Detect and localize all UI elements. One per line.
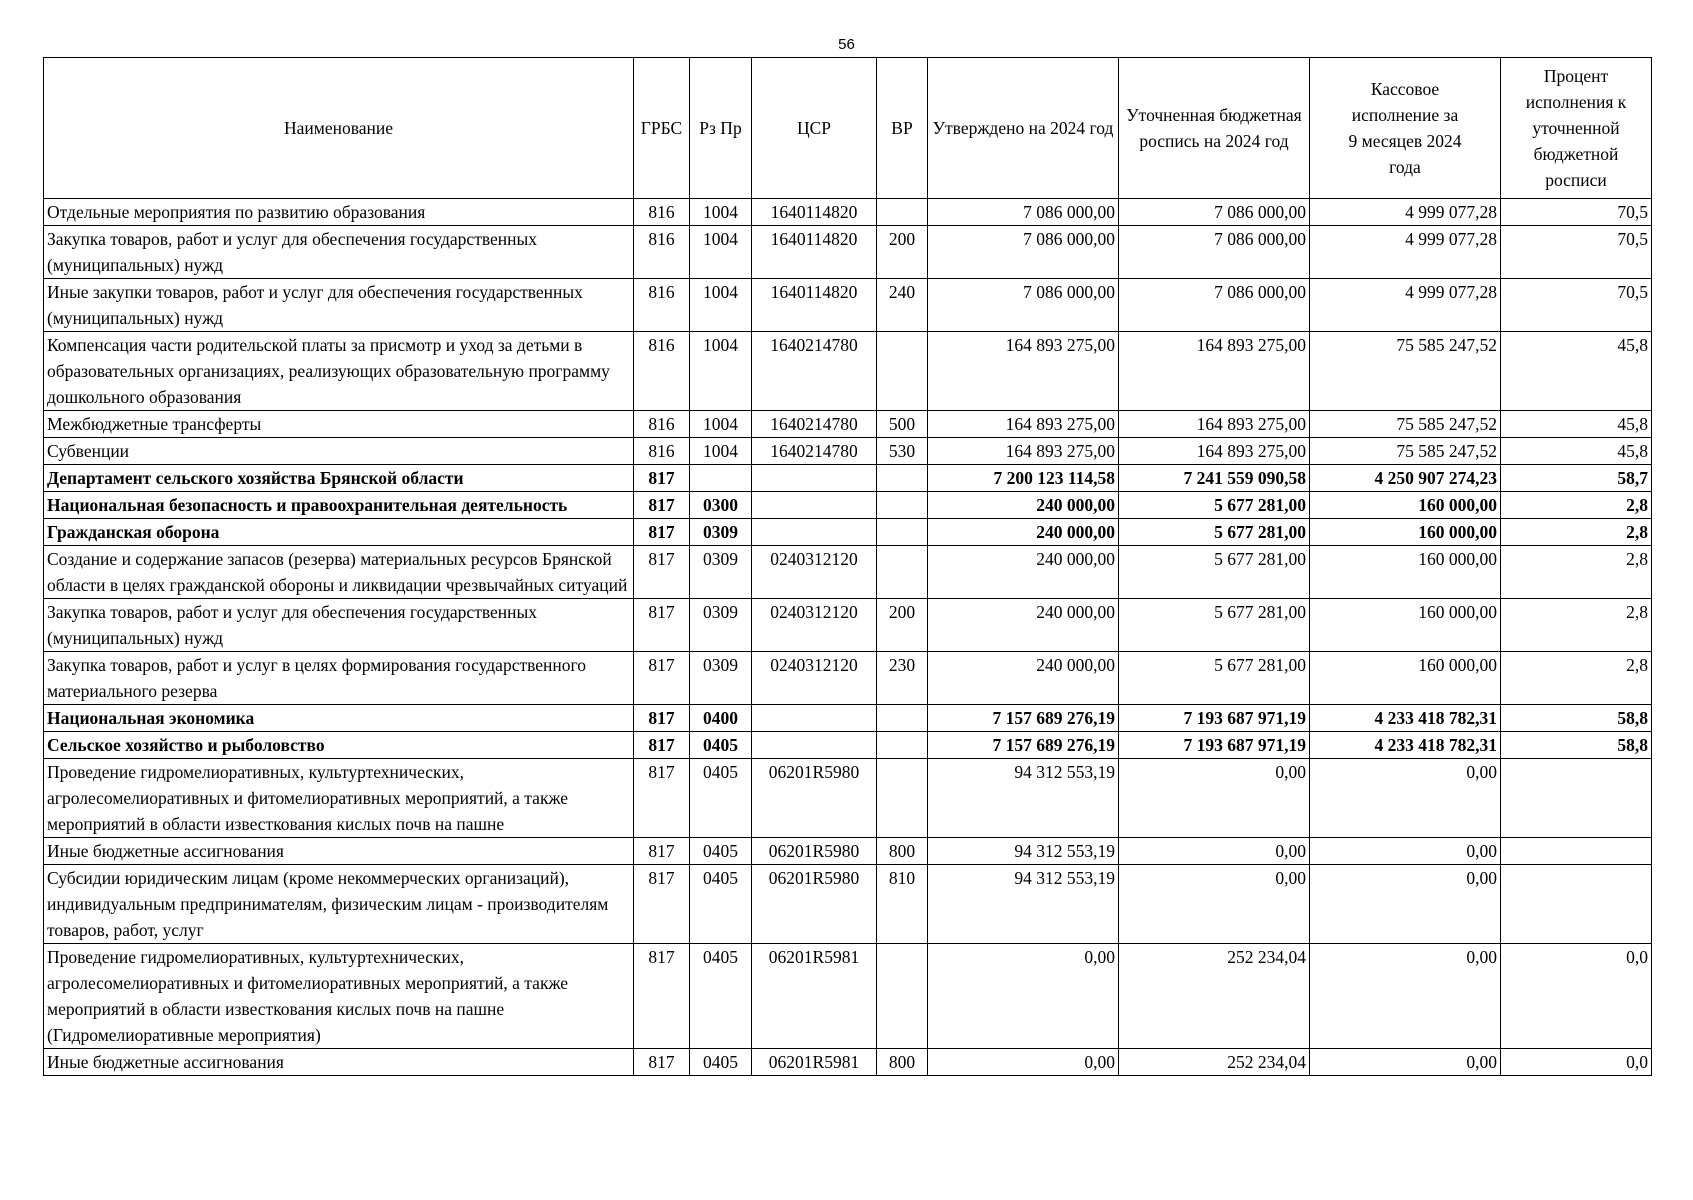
cell-percent: 2,8 (1501, 652, 1652, 705)
cell-approved: 94 312 553,19 (928, 759, 1119, 838)
cell-rzpr: 0300 (690, 492, 752, 519)
cell-executed: 0,00 (1310, 865, 1501, 944)
cell-approved: 240 000,00 (928, 546, 1119, 599)
cell-csr: 0240312120 (752, 599, 877, 652)
cell-grbs: 817 (634, 652, 690, 705)
cell-csr (752, 519, 877, 546)
header-percent: Процент исполнения к уточненной бюджетной росписи (1501, 58, 1652, 199)
cell-percent: 2,8 (1501, 519, 1652, 546)
cell-name: Создание и содержание запасов (резерва) материальных ресурсов Брянской области в целях гражданской обороны и ликвидации чрезвычайных ситуаций (44, 546, 634, 599)
cell-csr: 06201R5980 (752, 865, 877, 944)
cell-percent: 45,8 (1501, 411, 1652, 438)
cell-name: Закупка товаров, работ и услуг для обеспечения государственных (муниципальных) нужд (44, 599, 634, 652)
cell-refined: 5 677 281,00 (1119, 599, 1310, 652)
cell-rzpr: 0405 (690, 838, 752, 865)
cell-percent: 0,0 (1501, 944, 1652, 1049)
cell-rzpr: 0405 (690, 759, 752, 838)
cell-grbs: 816 (634, 411, 690, 438)
cell-refined: 7 086 000,00 (1119, 226, 1310, 279)
table-body (44, 199, 1652, 1076)
cell-vr (877, 519, 928, 546)
table-row (44, 944, 1652, 1049)
cell-vr: 500 (877, 411, 928, 438)
cell-name: Департамент сельского хозяйства Брянской области (44, 465, 634, 492)
cell-rzpr: 1004 (690, 226, 752, 279)
cell-csr: 1640114820 (752, 199, 877, 226)
cell-executed: 0,00 (1310, 759, 1501, 838)
cell-csr: 1640114820 (752, 226, 877, 279)
cell-grbs: 817 (634, 465, 690, 492)
cell-csr (752, 465, 877, 492)
header-vr: ВР (877, 58, 928, 199)
cell-executed: 160 000,00 (1310, 492, 1501, 519)
cell-approved: 7 086 000,00 (928, 279, 1119, 332)
cell-grbs: 816 (634, 199, 690, 226)
table-row (44, 465, 1652, 492)
cell-refined: 0,00 (1119, 759, 1310, 838)
cell-rzpr: 0400 (690, 705, 752, 732)
cell-executed: 160 000,00 (1310, 599, 1501, 652)
cell-approved: 7 200 123 114,58 (928, 465, 1119, 492)
cell-grbs: 816 (634, 332, 690, 411)
cell-refined: 7 193 687 971,19 (1119, 732, 1310, 759)
cell-csr: 0240312120 (752, 546, 877, 599)
cell-name: Проведение гидромелиоративных, культуртехнических, агролесомелиоративных и фитомелиоративных мероприятий, а также мероприятий в области известкования кислых почв на пашне (44, 759, 634, 838)
cell-name: Субсидии юридическим лицам (кроме некоммерческих организаций), индивидуальным предпринимателям, физическим лицам - производителям товаров, работ, услуг (44, 865, 634, 944)
cell-approved: 240 000,00 (928, 599, 1119, 652)
cell-refined: 7 086 000,00 (1119, 279, 1310, 332)
cell-percent: 70,5 (1501, 279, 1652, 332)
cell-executed: 4 233 418 782,31 (1310, 705, 1501, 732)
header-rzpr: Рз Пр (690, 58, 752, 199)
cell-approved: 240 000,00 (928, 492, 1119, 519)
cell-name: Национальная безопасность и правоохранительная деятельность (44, 492, 634, 519)
table-header-row (44, 58, 1652, 199)
cell-refined: 5 677 281,00 (1119, 546, 1310, 599)
cell-vr: 530 (877, 438, 928, 465)
cell-approved: 0,00 (928, 1049, 1119, 1076)
cell-csr (752, 705, 877, 732)
cell-name: Отдельные мероприятия по развитию образования (44, 199, 634, 226)
cell-name: Сельское хозяйство и рыболовство (44, 732, 634, 759)
cell-csr: 0240312120 (752, 652, 877, 705)
cell-grbs: 817 (634, 1049, 690, 1076)
cell-grbs: 817 (634, 865, 690, 944)
cell-vr: 200 (877, 599, 928, 652)
cell-grbs: 816 (634, 226, 690, 279)
cell-grbs: 817 (634, 519, 690, 546)
cell-refined: 0,00 (1119, 865, 1310, 944)
table-row (44, 838, 1652, 865)
cell-rzpr: 1004 (690, 438, 752, 465)
cell-approved: 94 312 553,19 (928, 838, 1119, 865)
cell-refined: 252 234,04 (1119, 1049, 1310, 1076)
table-row (44, 865, 1652, 944)
cell-percent (1501, 838, 1652, 865)
header-approved: Утверждено на 2024 год (928, 58, 1119, 199)
cell-name: Гражданская оборона (44, 519, 634, 546)
header-name: Наименование (44, 58, 634, 199)
table-row (44, 226, 1652, 279)
cell-rzpr: 0309 (690, 652, 752, 705)
header-executed: Кассовое исполнение за 9 месяцев 2024 года (1310, 58, 1501, 199)
cell-executed: 75 585 247,52 (1310, 411, 1501, 438)
cell-rzpr: 1004 (690, 199, 752, 226)
cell-csr: 1640214780 (752, 438, 877, 465)
cell-name: Иные бюджетные ассигнования (44, 1049, 634, 1076)
budget-table (43, 57, 1652, 1076)
cell-approved: 164 893 275,00 (928, 438, 1119, 465)
cell-rzpr: 0309 (690, 599, 752, 652)
cell-executed: 75 585 247,52 (1310, 438, 1501, 465)
cell-vr: 800 (877, 1049, 928, 1076)
cell-executed: 4 999 077,28 (1310, 279, 1501, 332)
cell-executed: 160 000,00 (1310, 652, 1501, 705)
cell-approved: 164 893 275,00 (928, 332, 1119, 411)
cell-vr: 800 (877, 838, 928, 865)
table-row (44, 438, 1652, 465)
cell-csr: 06201R5981 (752, 1049, 877, 1076)
cell-percent: 58,8 (1501, 705, 1652, 732)
cell-refined: 5 677 281,00 (1119, 519, 1310, 546)
cell-approved: 240 000,00 (928, 519, 1119, 546)
cell-refined: 5 677 281,00 (1119, 492, 1310, 519)
cell-csr (752, 492, 877, 519)
cell-grbs: 816 (634, 438, 690, 465)
cell-approved: 7 086 000,00 (928, 199, 1119, 226)
cell-percent (1501, 759, 1652, 838)
cell-refined: 7 193 687 971,19 (1119, 705, 1310, 732)
cell-csr (752, 732, 877, 759)
cell-percent: 58,7 (1501, 465, 1652, 492)
table-row (44, 492, 1652, 519)
cell-percent: 70,5 (1501, 226, 1652, 279)
cell-percent: 58,8 (1501, 732, 1652, 759)
cell-name: Субвенции (44, 438, 634, 465)
cell-grbs: 817 (634, 759, 690, 838)
cell-grbs: 816 (634, 279, 690, 332)
cell-executed: 75 585 247,52 (1310, 332, 1501, 411)
cell-vr: 240 (877, 279, 928, 332)
cell-grbs: 817 (634, 838, 690, 865)
cell-refined: 164 893 275,00 (1119, 438, 1310, 465)
cell-percent: 0,0 (1501, 1049, 1652, 1076)
cell-percent: 70,5 (1501, 199, 1652, 226)
cell-rzpr: 0309 (690, 546, 752, 599)
cell-name: Национальная экономика (44, 705, 634, 732)
cell-executed: 4 250 907 274,23 (1310, 465, 1501, 492)
cell-approved: 0,00 (928, 944, 1119, 1049)
table-row (44, 652, 1652, 705)
cell-vr (877, 546, 928, 599)
cell-executed: 4 999 077,28 (1310, 199, 1501, 226)
cell-executed: 0,00 (1310, 1049, 1501, 1076)
cell-name: Проведение гидромелиоративных, культуртехнических, агролесомелиоративных и фитомелиоративных мероприятий, а также мероприятий в области известкования кислых почв на пашне (Гидромелиоративные мероприятия) (44, 944, 634, 1049)
table-row (44, 279, 1652, 332)
table-row (44, 759, 1652, 838)
cell-grbs: 817 (634, 492, 690, 519)
cell-grbs: 817 (634, 599, 690, 652)
table-row (44, 732, 1652, 759)
cell-refined: 252 234,04 (1119, 944, 1310, 1049)
cell-rzpr: 1004 (690, 279, 752, 332)
cell-rzpr: 0405 (690, 732, 752, 759)
table-row (44, 411, 1652, 438)
cell-executed: 160 000,00 (1310, 519, 1501, 546)
cell-rzpr: 0405 (690, 865, 752, 944)
cell-grbs: 817 (634, 732, 690, 759)
cell-percent: 2,8 (1501, 599, 1652, 652)
cell-vr: 200 (877, 226, 928, 279)
cell-csr: 06201R5980 (752, 838, 877, 865)
cell-executed: 160 000,00 (1310, 546, 1501, 599)
cell-name: Иные закупки товаров, работ и услуг для обеспечения государственных (муниципальных) нужд (44, 279, 634, 332)
cell-vr: 810 (877, 865, 928, 944)
cell-name: Межбюджетные трансферты (44, 411, 634, 438)
cell-executed: 0,00 (1310, 944, 1501, 1049)
cell-percent (1501, 865, 1652, 944)
table-row (44, 705, 1652, 732)
table-row (44, 332, 1652, 411)
cell-rzpr: 1004 (690, 332, 752, 411)
cell-vr (877, 944, 928, 1049)
cell-vr (877, 732, 928, 759)
cell-approved: 7 157 689 276,19 (928, 732, 1119, 759)
cell-name: Иные бюджетные ассигнования (44, 838, 634, 865)
page-number: 56 (838, 36, 855, 53)
cell-approved: 7 157 689 276,19 (928, 705, 1119, 732)
cell-approved: 164 893 275,00 (928, 411, 1119, 438)
table-row (44, 519, 1652, 546)
cell-approved: 7 086 000,00 (928, 226, 1119, 279)
cell-percent: 2,8 (1501, 492, 1652, 519)
cell-csr: 1640214780 (752, 411, 877, 438)
cell-name: Закупка товаров, работ и услуг в целях формирования государственного материального резерва (44, 652, 634, 705)
cell-grbs: 817 (634, 705, 690, 732)
cell-refined: 164 893 275,00 (1119, 332, 1310, 411)
table-row (44, 1049, 1652, 1076)
cell-vr (877, 705, 928, 732)
cell-csr: 1640114820 (752, 279, 877, 332)
cell-vr (877, 465, 928, 492)
cell-rzpr: 1004 (690, 411, 752, 438)
cell-name: Компенсация части родительской платы за присмотр и уход за детьми в образовательных организациях, реализующих образовательную программу дошкольного образования (44, 332, 634, 411)
cell-percent: 45,8 (1501, 332, 1652, 411)
cell-csr: 06201R5981 (752, 944, 877, 1049)
cell-csr: 06201R5980 (752, 759, 877, 838)
cell-grbs: 817 (634, 546, 690, 599)
cell-refined: 7 241 559 090,58 (1119, 465, 1310, 492)
cell-percent: 2,8 (1501, 546, 1652, 599)
cell-vr: 230 (877, 652, 928, 705)
cell-approved: 240 000,00 (928, 652, 1119, 705)
cell-executed: 0,00 (1310, 838, 1501, 865)
cell-rzpr: 0405 (690, 1049, 752, 1076)
cell-grbs: 817 (634, 944, 690, 1049)
cell-refined: 5 677 281,00 (1119, 652, 1310, 705)
cell-vr (877, 759, 928, 838)
header-grbs: ГРБС (634, 58, 690, 199)
cell-rzpr: 0309 (690, 519, 752, 546)
cell-rzpr (690, 465, 752, 492)
cell-refined: 164 893 275,00 (1119, 411, 1310, 438)
cell-csr: 1640214780 (752, 332, 877, 411)
table-row (44, 599, 1652, 652)
cell-approved: 94 312 553,19 (928, 865, 1119, 944)
table-row (44, 199, 1652, 226)
cell-executed: 4 233 418 782,31 (1310, 732, 1501, 759)
cell-refined: 7 086 000,00 (1119, 199, 1310, 226)
header-csr: ЦСР (752, 58, 877, 199)
cell-executed: 4 999 077,28 (1310, 226, 1501, 279)
table-row (44, 546, 1652, 599)
cell-rzpr: 0405 (690, 944, 752, 1049)
cell-vr (877, 199, 928, 226)
cell-refined: 0,00 (1119, 838, 1310, 865)
header-refined: Уточненная бюджетная роспись на 2024 год (1119, 58, 1310, 199)
cell-vr (877, 332, 928, 411)
cell-vr (877, 492, 928, 519)
cell-percent: 45,8 (1501, 438, 1652, 465)
cell-name: Закупка товаров, работ и услуг для обеспечения государственных (муниципальных) нужд (44, 226, 634, 279)
